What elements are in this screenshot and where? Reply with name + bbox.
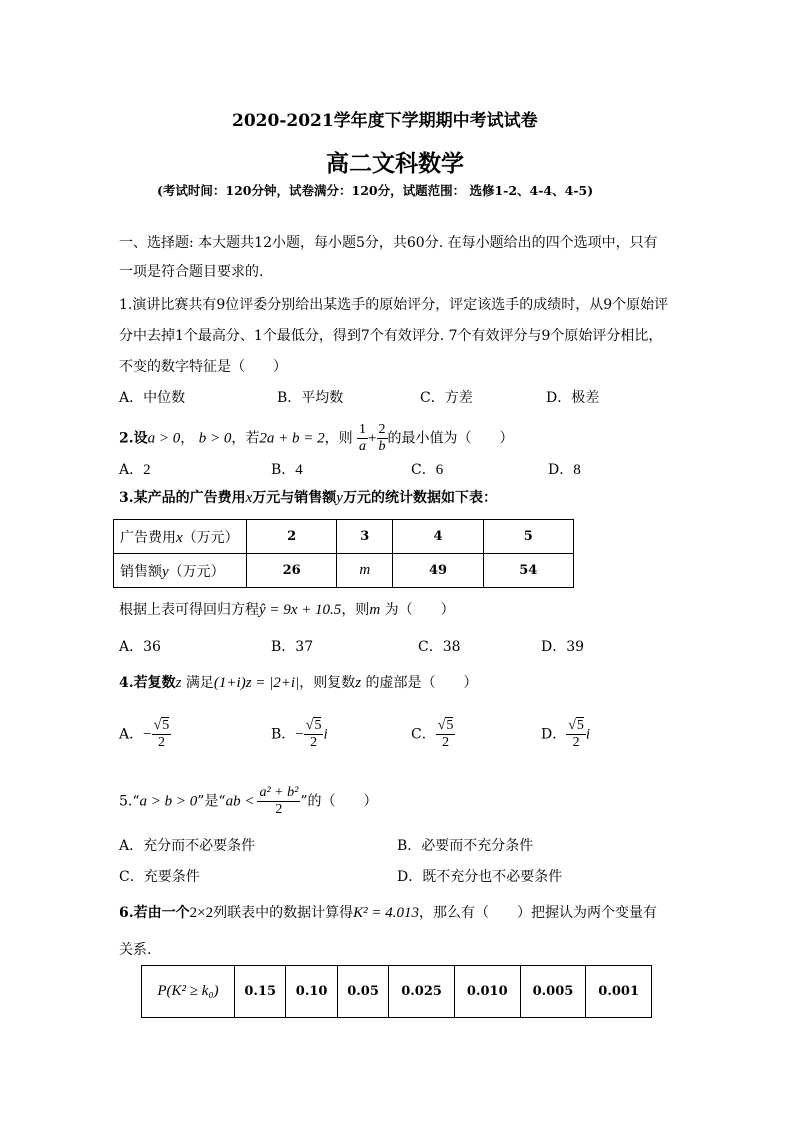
q4-option-a[interactable]: A．− $\frac{√5}{2}$ bbox=[119, 718, 170, 750]
table-cell: 0.025 bbox=[389, 966, 455, 1018]
q2-fraction-1 bbox=[357, 422, 368, 455]
table-cell: 0.05 bbox=[337, 966, 388, 1018]
q2-prefix: 2.设 bbox=[119, 430, 148, 447]
q6-stem-line2: 关系. bbox=[119, 942, 152, 958]
q5-option-a[interactable]: A．充分而不必要条件 bbox=[119, 838, 256, 854]
q2-option-c[interactable]: C．6 bbox=[411, 462, 444, 478]
q2-sep: ， bbox=[180, 430, 195, 447]
table-cell: 4 bbox=[393, 520, 483, 554]
q4-option-d[interactable]: D． $\frac{√5}{2}$ i bbox=[541, 718, 591, 750]
q2-mid2: ，则 bbox=[324, 430, 353, 447]
q2-mid: ，若 bbox=[231, 430, 260, 447]
exam-info: (考试时间：120分钟，试卷满分：120分，试题范围： 选修1-2、4-4、4-5) bbox=[157, 183, 594, 198]
q5-option-c[interactable]: C．充要条件 bbox=[119, 869, 200, 885]
q4-option-b[interactable]: B．− $\frac{√5}{2}$ i bbox=[271, 718, 328, 750]
q2-frac2-den: b bbox=[378, 439, 386, 454]
table-cell: 5 bbox=[483, 520, 573, 554]
q2-equation: 2a + b = 2 bbox=[259, 430, 325, 447]
q1-option-c[interactable]: C．方差 bbox=[420, 390, 473, 406]
q5-option-d[interactable]: D．既不充分也不必要条件 bbox=[397, 869, 563, 885]
q4-stem: 4.若复数z 满足(1+i)z = |2+i|，则复数z 的虚部是（ ） bbox=[119, 675, 478, 691]
table-cell: 2 bbox=[247, 520, 337, 554]
table-row bbox=[114, 520, 574, 554]
q1-option-a[interactable]: A．中位数 bbox=[119, 390, 186, 406]
q2-cond2: b > 0 bbox=[198, 430, 232, 447]
q3-option-a[interactable]: A．36 bbox=[119, 639, 161, 655]
q2-frac1-den: a bbox=[359, 439, 367, 454]
exam-title: 2020-2021学年度下学期期中考试试卷 bbox=[232, 111, 538, 131]
q2-frac1-num: 1 bbox=[359, 422, 367, 437]
table-cell: 26 bbox=[247, 554, 337, 588]
q6-probability-table bbox=[141, 965, 652, 1018]
q2-cond1: a > 0 bbox=[147, 430, 181, 447]
q2-plus: + bbox=[368, 430, 377, 447]
table-cell: 0.10 bbox=[286, 966, 337, 1018]
q5-stem: 5.“a > b > 0”是“ab < $\frac{\text{a² + b²}}{2}$ ”的（ ） bbox=[119, 785, 378, 817]
q1-line2: 分中去掉1个最高分、1个最低分，得到7个有效评分. 7个有效评分与9个原始评分相比， bbox=[119, 328, 663, 344]
table-cell: 0.001 bbox=[586, 966, 652, 1018]
q2-suffix: 的最小值为（ ） bbox=[387, 430, 514, 447]
section-heading-line1: 一、选择题: 本大题共12小题，每小题5分，共60分. 在每小题给出的四个选项中，只有 bbox=[119, 235, 658, 251]
q3-row2-label: 销售额y（万元） bbox=[114, 554, 247, 588]
q3-option-c[interactable]: C．38 bbox=[418, 639, 461, 655]
q2-option-a[interactable]: A．2 bbox=[119, 462, 151, 478]
q2-fraction-2 bbox=[377, 422, 388, 455]
q6-table-label: P(K² ≥ k₀) bbox=[142, 966, 235, 1018]
table-cell: 0.010 bbox=[454, 966, 520, 1018]
q3-option-b[interactable]: B．37 bbox=[271, 639, 314, 655]
q3-data-table bbox=[113, 519, 574, 588]
q1-line1: 1.演讲比赛共有9位评委分别给出某选手的原始评分，评定该选手的成绩时，从9个原始评 bbox=[119, 297, 669, 313]
q4-option-c[interactable]: C． $\frac{√5}{2}$ bbox=[411, 718, 454, 750]
table-cell: 54 bbox=[483, 554, 573, 588]
q2-stem bbox=[119, 422, 514, 455]
table-cell: m bbox=[337, 554, 393, 588]
table-cell: 49 bbox=[393, 554, 483, 588]
q1-option-b[interactable]: B．平均数 bbox=[277, 390, 344, 406]
q2-option-b[interactable]: B．4 bbox=[271, 462, 303, 478]
table-cell: 3 bbox=[337, 520, 393, 554]
q6-stem: 6.若由一个2×2列联表中的数据计算得K² = 4.013，那么有（ ）把握认为两个变量有 bbox=[119, 905, 657, 921]
q1-option-d[interactable]: D．极差 bbox=[546, 390, 600, 406]
q2-option-d[interactable]: D．8 bbox=[548, 462, 581, 478]
q1-line3: 不变的数字特征是（ ） bbox=[119, 359, 287, 375]
table-row bbox=[142, 966, 652, 1018]
section-heading-line2: 一项是符合题目要求的. bbox=[119, 264, 264, 280]
q3-stem: 3.某产品的广告费用x万元与销售额y万元的统计数据如下表： bbox=[119, 490, 497, 506]
table-row bbox=[114, 554, 574, 588]
subject-title: 高二文科数学 bbox=[326, 151, 464, 177]
table-cell: 0.15 bbox=[235, 966, 286, 1018]
table-cell: 0.005 bbox=[520, 966, 586, 1018]
q3-row1-label: 广告费用x（万元） bbox=[114, 520, 247, 554]
q2-frac2-num: 2 bbox=[378, 422, 386, 437]
q3-regression-line: 根据上表可得回归方程ŷ = 9x + 10.5，则m 为（ ） bbox=[119, 602, 455, 618]
q3-option-d[interactable]: D．39 bbox=[541, 639, 585, 655]
q5-option-b[interactable]: B．必要而不充分条件 bbox=[397, 838, 534, 854]
